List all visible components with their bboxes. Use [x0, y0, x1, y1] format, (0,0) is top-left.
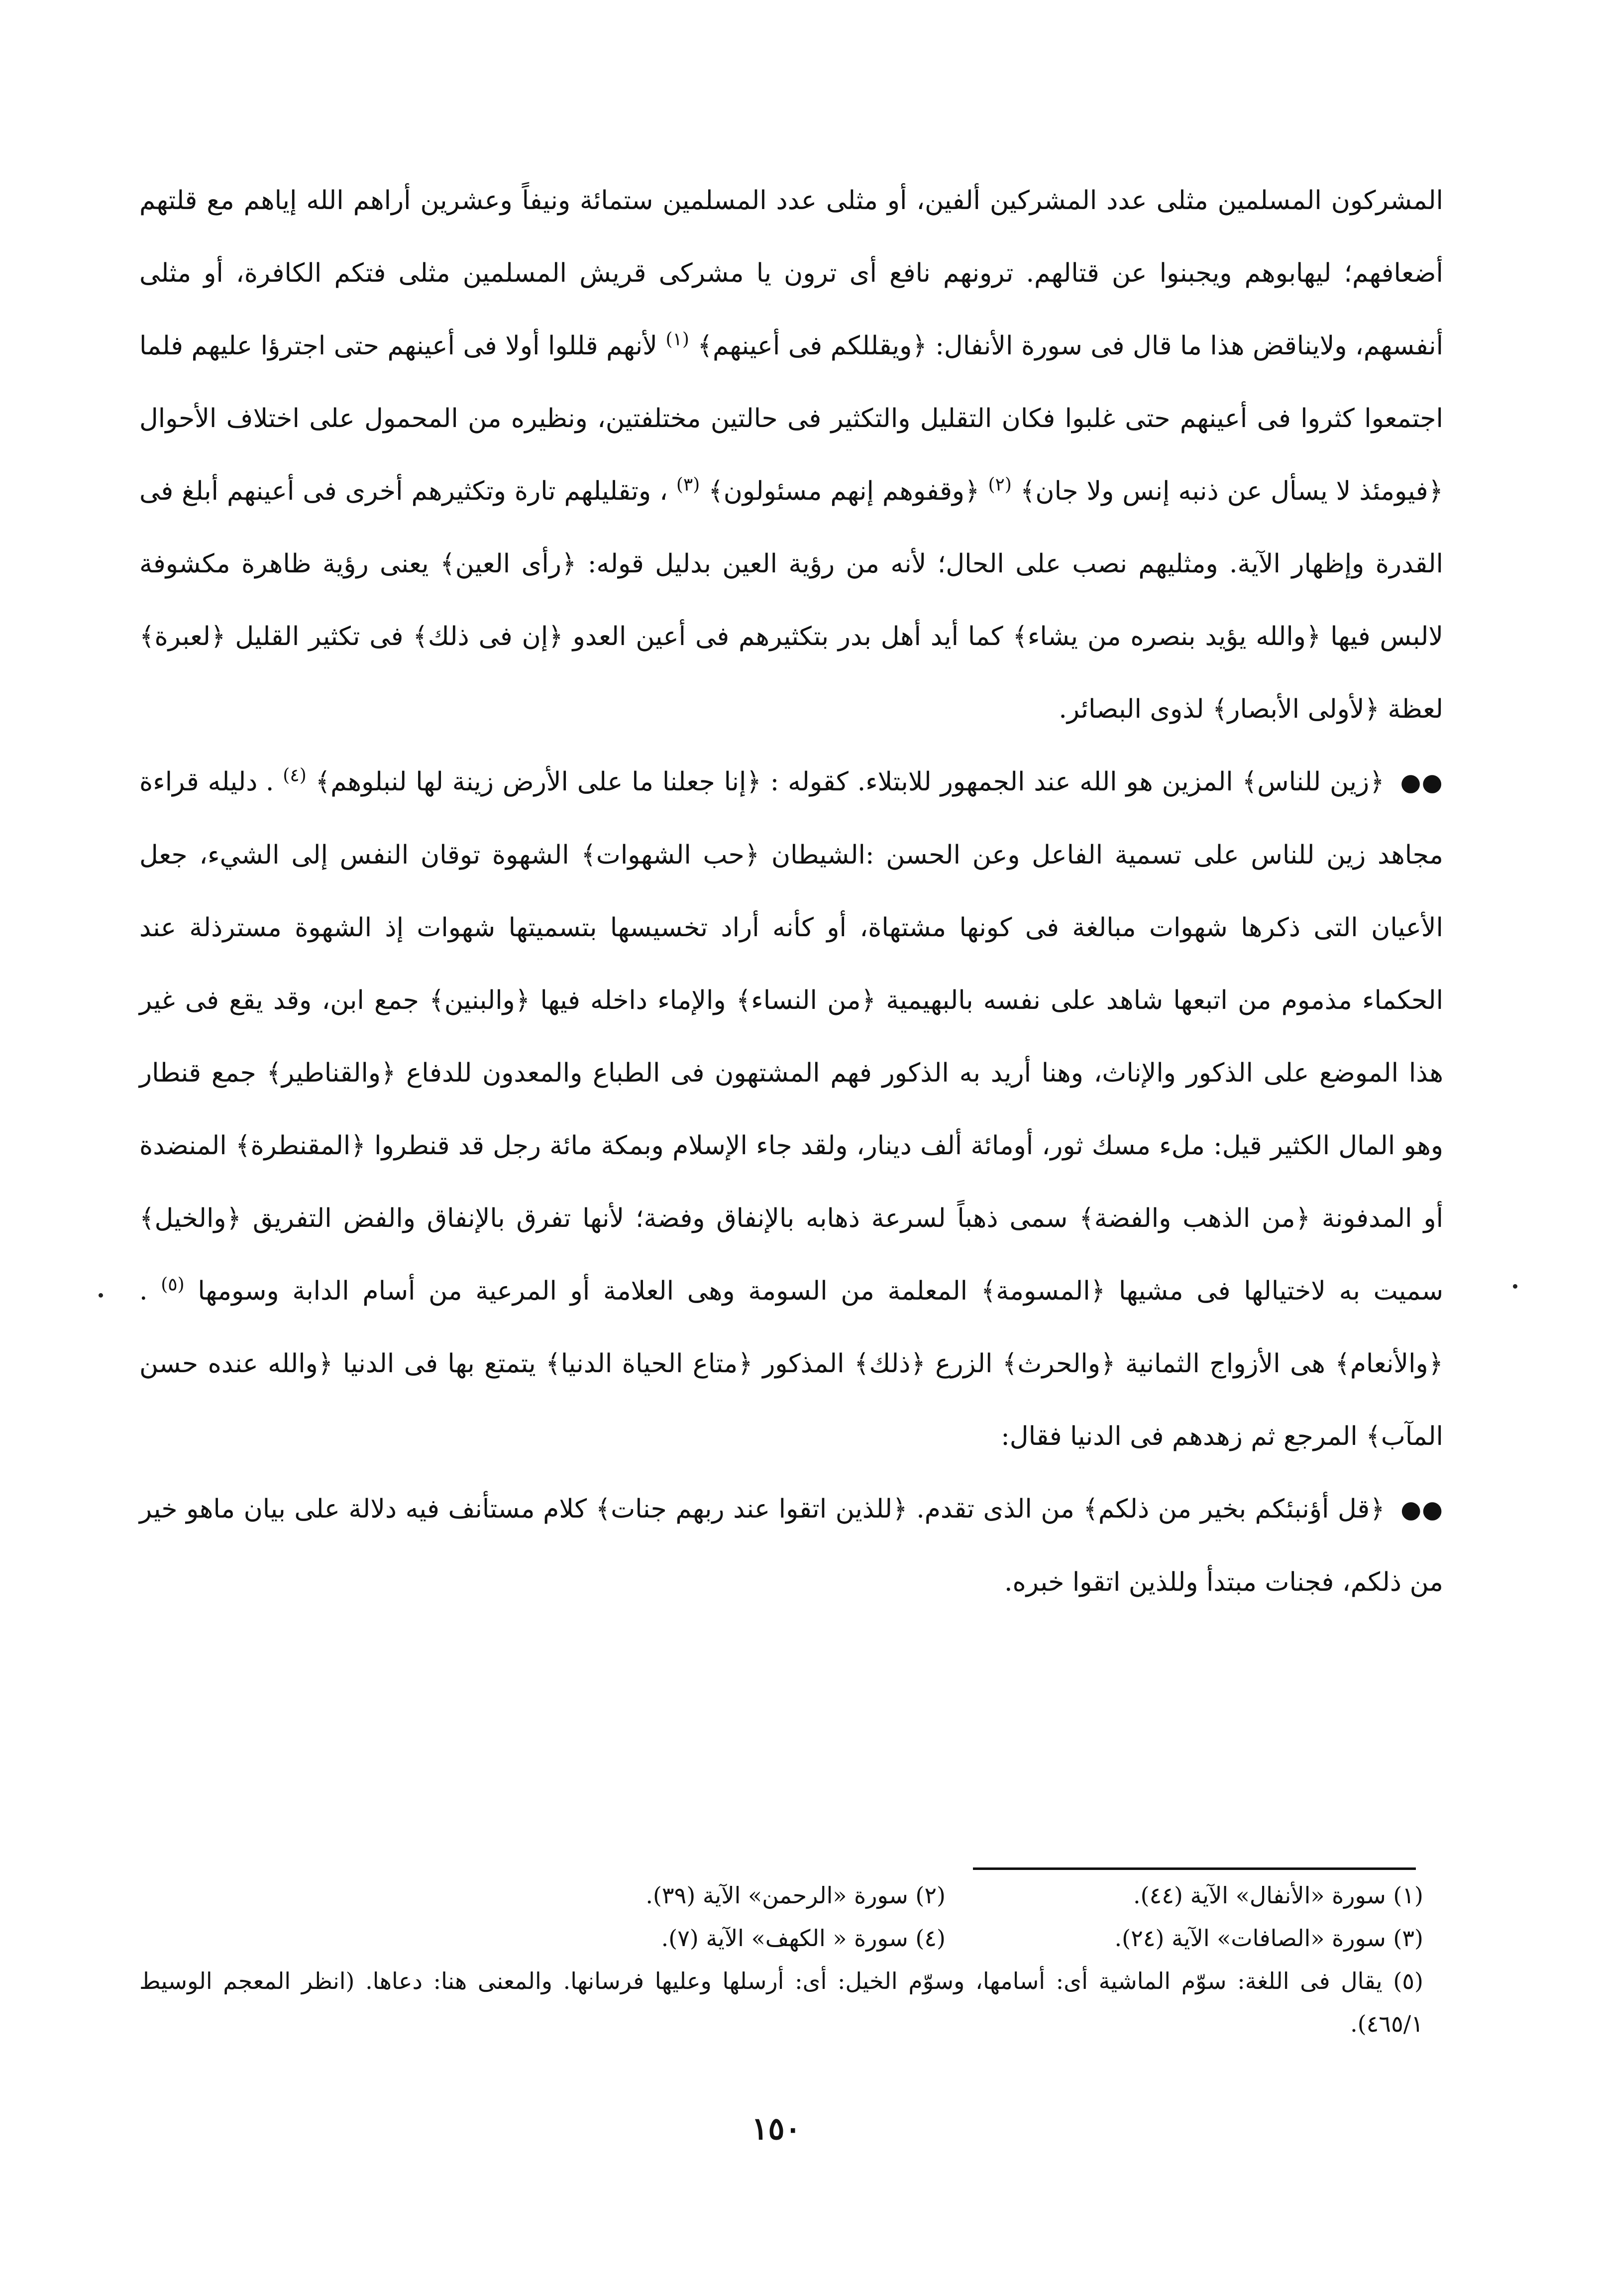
quran-quote: ﴿إن فى ذلك﴾	[413, 622, 563, 652]
quran-quote: ﴿من الذهب والفضة﴾	[1079, 1203, 1311, 1233]
text-segment: المرجع ثم زهدهم فى الدنيا فقال:	[1001, 1421, 1358, 1451]
quran-quote: ﴿والبنين﴾	[429, 985, 531, 1015]
text-segment: المذكور	[762, 1349, 845, 1379]
footnote-divider	[973, 1867, 1416, 1870]
quran-quote: ﴿والحرث﴾	[1002, 1349, 1116, 1379]
text-segment: المعلمة من السومة وهى العلامة أو المرعية من أسام الدابة وسومها	[198, 1276, 968, 1306]
text-segment: سميت به لاختيالها فى مشيها	[1118, 1276, 1444, 1306]
footnote-row	[139, 1917, 1423, 1960]
footnote-3: (٣) سورة «الصافات» الآية (٢٤).	[1114, 1925, 1423, 1952]
text-segment: سمى ذهباً لسرعة ذهابه بالإنفاق وفضة؛ لأنها تفرق بالإنفاق والفض التفريق	[252, 1203, 1068, 1233]
text-segment: كلام مستأنف فيه دلالة على بيان ماهو خير من ذلكم، فجنات مبتدأ وللذين اتقوا خبره.	[139, 1494, 1443, 1597]
text-segment: لأنهم قللوا أولا فى أعينهم حتى اجترؤا عليهم فلما اجتمعوا كثروا فى أعينهم حتى غلبوا فكان التقليل والتكثير فى حالتين مختلفتين، ونظيره من المحمول على اختلاف الأحوال	[139, 331, 1444, 434]
text-segment: يعنى رؤية ظاهرة مكشوفة لالبس فيها	[139, 549, 1443, 652]
quran-quote: ﴿المسومة﴾	[980, 1276, 1106, 1306]
bullet-icon: ●●	[1400, 1496, 1444, 1524]
text-segment: فى تكثير القليل	[235, 622, 404, 652]
scan-speck	[1513, 1284, 1517, 1289]
footnote-ref: (١)	[665, 329, 689, 350]
quran-quote: ﴿إنا جعلنا ما على الأرض زينة لها لنبلوهم﴾	[315, 767, 761, 797]
quran-quote: ﴿زين للناس﴾	[1242, 767, 1385, 797]
quran-quote: ﴿من النساء﴾	[736, 985, 876, 1015]
quran-quote: ﴿المقنطرة﴾	[235, 1131, 366, 1161]
text-segment: المزين هو الله عند الجمهور للابتلاء. كقوله :	[770, 767, 1233, 797]
quran-quote: ﴿ويقللكم فى أعينهم﴾	[697, 331, 927, 361]
text-segment: من الذى تقدم.	[916, 1494, 1074, 1524]
quran-quote: ﴿والله عنده حسن المآب﴾	[139, 1349, 1443, 1451]
quran-quote: ﴿للذين اتقوا عند ربهم جنات﴾	[595, 1494, 908, 1524]
paragraph-3	[139, 1473, 1443, 1619]
text-segment: .	[139, 1276, 148, 1306]
text-segment: لذوى البصائر.	[1059, 694, 1204, 724]
scan-speck	[99, 1293, 103, 1298]
footnote-ref: (٢)	[988, 474, 1012, 495]
main-text	[139, 164, 1443, 1619]
text-segment: والإماء داخله فيها	[540, 985, 726, 1015]
quran-quote: ﴿والقناطير﴾	[266, 1058, 396, 1088]
footnote-4: (٤) سورة « الكهف» الآية (٧).	[661, 1925, 946, 1952]
text-segment: المشركون المسلمين مثلى عدد المشركين ألفين، أو مثلى عدد المسلمين ستمائة ونيفاً وعشرين أراهم الله إياهم مع قلتهم أضعافهم؛ ليهابوهم ويجبنوا عن قتالهم. ترونهم نافع أى ترون يا مشركى قريش المسلمين مثلى فتكم الكافرة، أو مثلى أنفسهم، ولايناقض هذا ما قال فى سورة الأنفال:	[139, 186, 1444, 361]
footnote-1: (١) سورة «الأنفال» الآية (٤٤).	[1133, 1882, 1423, 1909]
quran-quote: ﴿والخيل﴾	[139, 1203, 241, 1233]
quran-quote: ﴿وقفوهم إنهم مسئولون﴾	[708, 476, 980, 506]
quran-quote: ﴿فيومئذ لا يسأل عن ذنبه إنس ولا جان﴾	[1020, 476, 1444, 506]
quran-quote: ﴿لأولى الأبصار﴾	[1212, 694, 1380, 724]
footnote-ref: (٣)	[676, 474, 700, 495]
text-segment: المنضدة أو المدفونة	[139, 1131, 1444, 1233]
paragraph-2	[139, 746, 1443, 1473]
paragraph-1	[139, 164, 1443, 746]
text-segment: جمع قنطار وهو المال الكثير قيل: ملء مسك ثور، أومائة ألف دينار، ولقد جاء الإسلام وبمكة مائة رجل قد قنطروا	[139, 1058, 1443, 1161]
text-segment: الشهوة توقان النفس إلى الشيء، جعل الأعيان التى ذكرها شهوات مبالغة فى كونها مشتهاة، أو كأنه أراد تخسيسها بتسميتها شهوات إذ الشهوة مسترذلة عند الحكماء مذموم من اتبعها شاهد على نفسه بالبهيمية	[139, 840, 1444, 1015]
quran-quote: ﴿رأى العين﴾	[440, 549, 577, 579]
text-segment: ، وتقليلهم تارة وتكثيرهم أخرى فى أعينهم أبلغ فى القدرة وإظهار الآية. ومثليهم نصب على الحال؛ لأنه من رؤية العين بدليل قوله:	[139, 476, 1443, 579]
footnote-2: (٢) سورة «الرحمن» الآية (٣٩).	[645, 1882, 946, 1909]
footnote-ref: (٤)	[283, 765, 307, 786]
text-segment: الزرع	[935, 1349, 993, 1379]
quran-quote: ﴿قل أؤنبئكم بخير من ذلكم﴾	[1083, 1494, 1385, 1524]
quran-quote: ﴿لعبرة﴾	[139, 622, 226, 652]
text-segment: لعظة	[1388, 694, 1443, 724]
quran-quote: ﴿حب الشهوات﴾	[581, 840, 760, 870]
text-segment: هى الأزواج الثمانية	[1125, 1349, 1325, 1379]
quran-quote: ﴿ذلك﴾	[854, 1349, 926, 1379]
quran-quote: ﴿متاع الحياة الدنيا﴾	[545, 1349, 753, 1379]
text-segment: جمع ابن، وقد يقع فى غير هذا الموضع على الذكور والإناث، وهنا أريد به الذكور فهم المشتهون فى الطباع والمعدون للدفاع	[139, 985, 1443, 1088]
text-segment: يتمتع بها فى الدنيا	[342, 1349, 536, 1379]
footnotes	[139, 1874, 1423, 2045]
page-number: ١٥٠	[751, 2110, 801, 2147]
footnote-row	[139, 1874, 1423, 1917]
text-segment: كما أيد أهل بدر بتكثيرهم فى أعين العدو	[572, 622, 1003, 652]
quran-quote: ﴿والله يؤيد بنصره من يشاء﴾	[1012, 622, 1321, 652]
footnote-5: (٥) يقال فى اللغة: سوّم الماشية أى: أسامها، وسوّم الخيل: أى: أرسلها وعليها فرسانها. والمعنى هنا: دعاها. (انظر المعجم الوسيط ٤٦٥/١).	[139, 1968, 1423, 2037]
text-segment: . دليله قراءة مجاهد زين للناس على تسمية الفاعل وعن الحسن :الشيطان	[139, 767, 1444, 870]
quran-quote: ﴿والأنعام﴾	[1335, 1349, 1444, 1379]
footnote-ref: (٥)	[161, 1274, 185, 1295]
bullet-icon: ●●	[1400, 768, 1444, 796]
